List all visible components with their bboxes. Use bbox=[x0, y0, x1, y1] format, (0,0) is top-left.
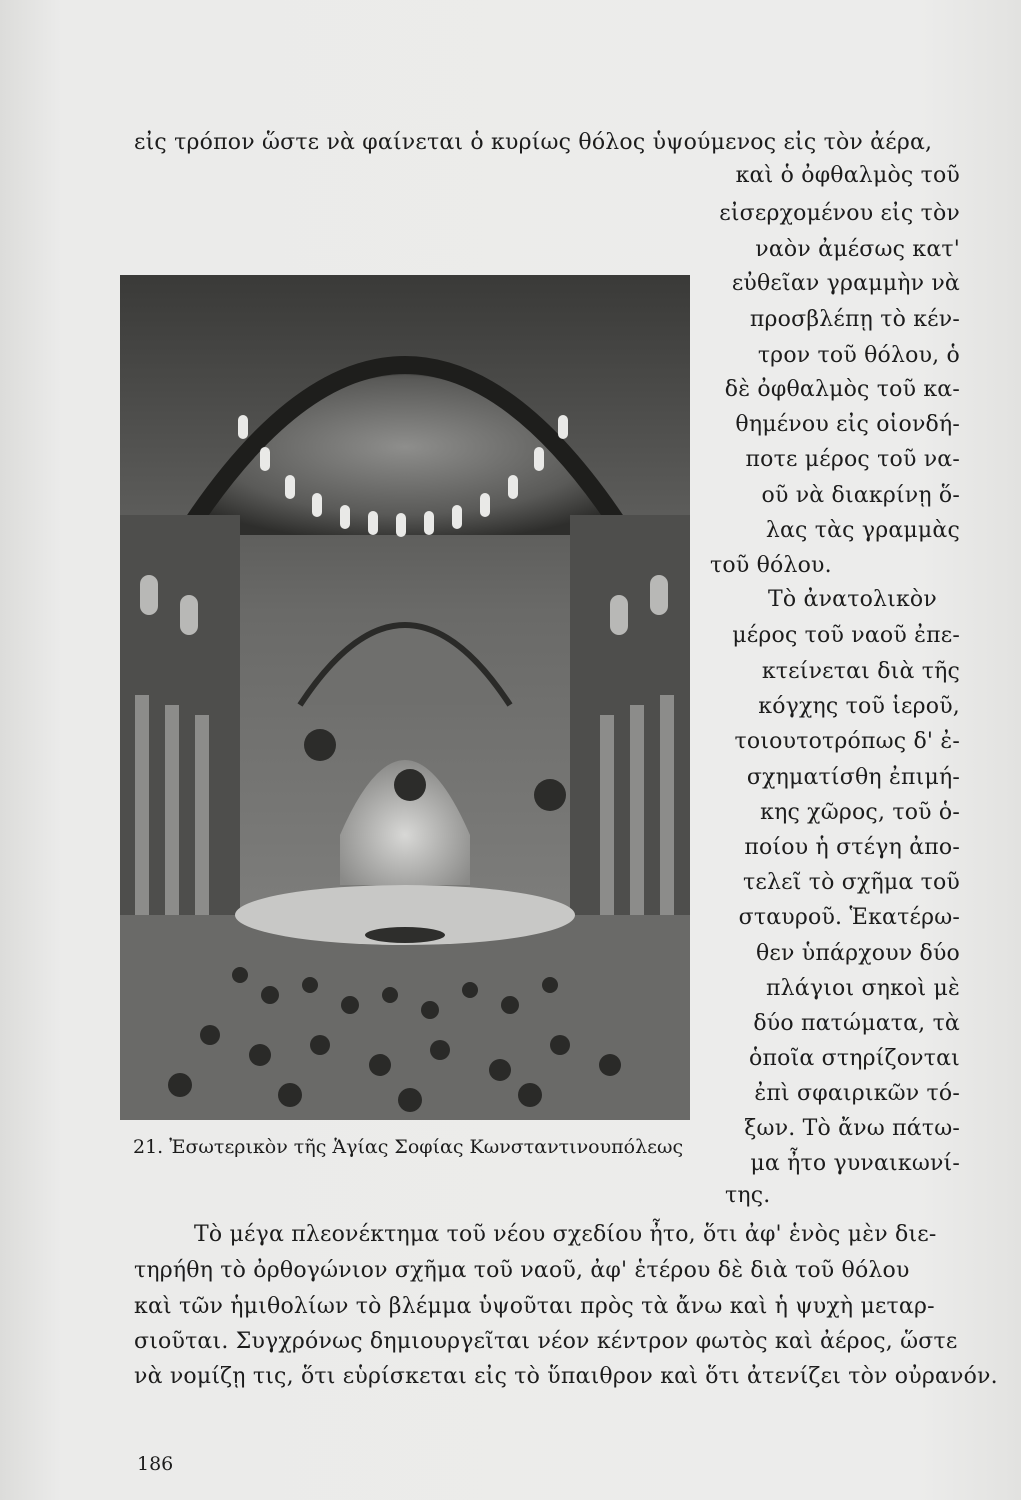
side-line: οῦ νὰ διακρίνῃ ὅ- bbox=[761, 483, 960, 508]
side-line: ξων. Τὸ ἄνω πάτω- bbox=[744, 1116, 960, 1141]
side-line: δὲ ὀφθαλμὸς τοῦ κα- bbox=[724, 377, 960, 402]
paragraph-line: νὰ νομίζῃ τις, ὅτι εὑρίσκεται εἰς τὸ ὕπαιθρον καὶ ὅτι ἀτενίζει τὸν οὐρανόν. bbox=[134, 1364, 998, 1389]
side-line: εὐθεῖαν γραμμὴν νὰ bbox=[731, 271, 960, 296]
paragraph-line: τηρήθη τὸ ὀρθογώνιον σχῆμα τοῦ ναοῦ, ἀφ' ἑτέρου δὲ διὰ τοῦ θόλου bbox=[134, 1258, 910, 1283]
figure-caption: 21. Ἐσωτερικὸν τῆς Ἁγίας Σοφίας Κωνσταντινουπόλεως bbox=[133, 1136, 684, 1158]
side-line: εἰσερχομένου εἰς τὸν bbox=[719, 201, 960, 226]
side-line: τοῦ θόλου. bbox=[710, 553, 832, 578]
side-line: καὶ ὁ ὀφθαλμὸς τοῦ bbox=[735, 163, 960, 188]
side-line: της. bbox=[725, 1183, 771, 1208]
side-line: μα ἦτο γυναικωνί- bbox=[750, 1151, 960, 1176]
side-line: θημένου εἰς οἱονδή- bbox=[735, 412, 960, 437]
side-line: ὁποῖα στηρίζονται bbox=[749, 1046, 960, 1071]
side-line: προσβλέπῃ τὸ κέν- bbox=[749, 307, 960, 332]
side-line: σχηματίσθη ἐπιμή- bbox=[746, 765, 960, 790]
hagia-sophia-interior-image bbox=[120, 275, 690, 1120]
side-line: τελεῖ τὸ σχῆμα τοῦ bbox=[742, 870, 960, 895]
side-line: κτείνεται διὰ τῆς bbox=[761, 659, 960, 684]
paragraph-line: καὶ τῶν ἡμιθολίων τὸ βλέμμα ὑψοῦται πρὸς τὰ ἄνω καὶ ἡ ψυχὴ μεταρ- bbox=[134, 1294, 935, 1319]
side-line: κης χῶρος, τοῦ ὁ- bbox=[760, 800, 960, 825]
side-line: ποίου ἡ στέγη ἀπο- bbox=[744, 835, 960, 860]
side-line: λας τὰς γραμμὰς bbox=[765, 518, 960, 543]
side-line: μέρος τοῦ ναοῦ ἐπε- bbox=[732, 623, 960, 648]
paragraph-line: Τὸ μέγα πλεονέκτημα τοῦ νέου σχεδίου ἦτο, ὅτι ἀφ' ἑνὸς μὲν διε- bbox=[194, 1222, 937, 1247]
side-line: τρον τοῦ θόλου, ὁ bbox=[757, 343, 960, 368]
side-line: ἐπὶ σφαιρικῶν τό- bbox=[754, 1081, 960, 1106]
side-line: δύο πατώματα, τὰ bbox=[753, 1011, 960, 1036]
side-line: κόγχης τοῦ ἱεροῦ, bbox=[758, 694, 960, 719]
side-line: Τὸ ἀνατολικὸν bbox=[768, 587, 937, 612]
side-line: πλάγιοι σηκοὶ μὲ bbox=[765, 976, 960, 1001]
side-line: θεν ὑπάρχουν δύο bbox=[755, 941, 960, 966]
side-line: σταυροῦ. Ἑκατέρω- bbox=[738, 905, 960, 930]
side-line: ναὸν ἀμέσως κατ' bbox=[755, 237, 960, 262]
page-number: 186 bbox=[137, 1453, 174, 1475]
side-line: τοιουτοτρόπως δ' ἐ- bbox=[734, 729, 960, 754]
side-line: ποτε μέρος τοῦ να- bbox=[745, 447, 960, 472]
text-line-top: εἰς τρόπον ὥστε νὰ φαίνεται ὁ κυρίως θόλος ὑψούμενος εἰς τὸν ἀέρα, bbox=[134, 130, 933, 155]
paragraph-line: σιοῦται. Συγχρόνως δημιουργεῖται νέον κέντρον φωτὸς καὶ ἀέρος, ὥστε bbox=[134, 1329, 958, 1354]
